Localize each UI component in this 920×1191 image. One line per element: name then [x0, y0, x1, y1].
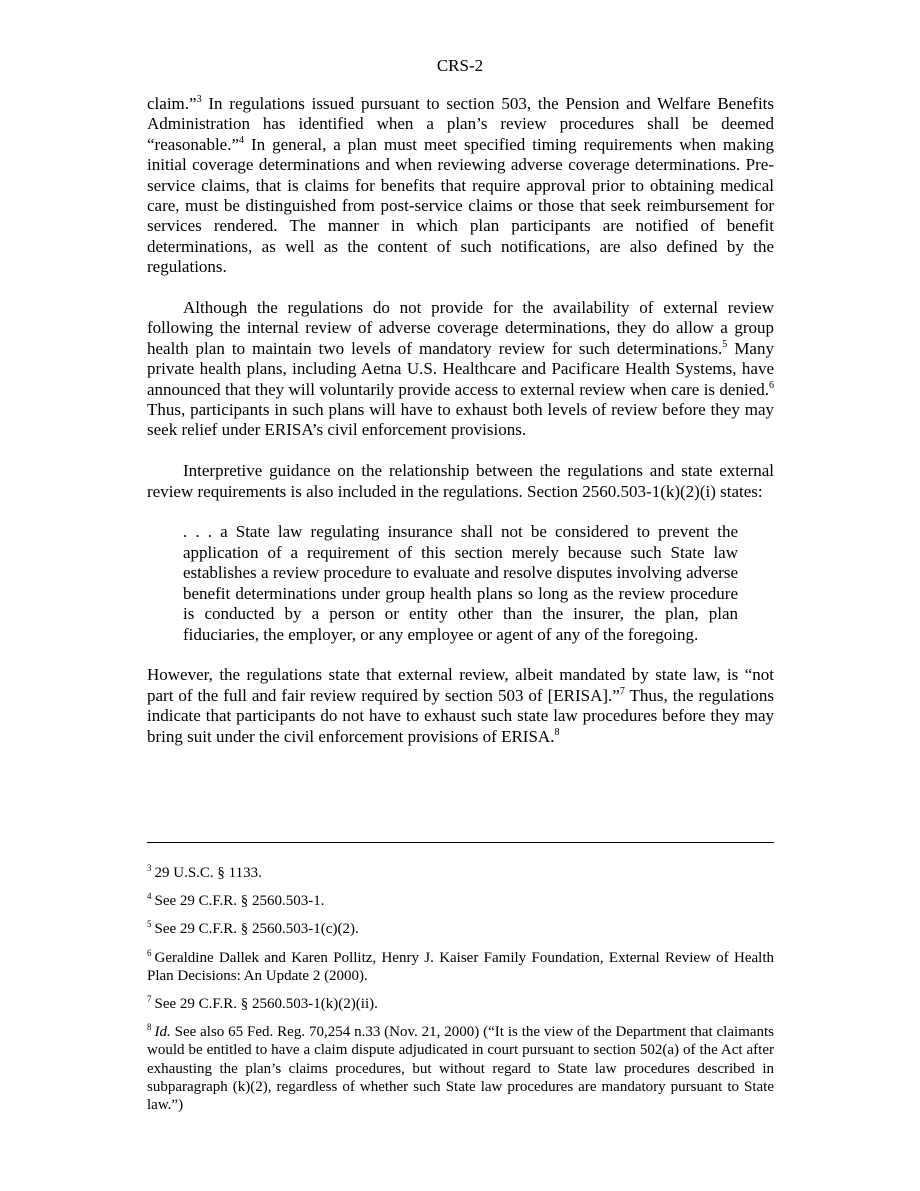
- paragraph-text: claim.”: [147, 94, 197, 113]
- footnote-mark: 4: [147, 891, 152, 902]
- footnote-text: See 29 C.F.R. § 2560.503-1(c)(2).: [154, 921, 359, 938]
- paragraph-gap: [147, 645, 774, 665]
- footnote-mark: 5: [147, 919, 152, 930]
- paragraph-text: In general, a plan must meet specified timing requirements when making initial coverage determinations and when reviewing adverse coverage determinations. Pre-service claims, that is claims for benefits that require approval prior to obtaining medical care, must be distinguished from post-service claims or those that seek reimbursement for services rendered. The manner in which plan participants are notified of benefit determinations, as well as the content of such notifications, are also defined by the regulations.: [147, 134, 774, 277]
- footnote-4: [147, 892, 774, 910]
- footnote-ref-7[interactable]: 7: [619, 685, 625, 697]
- main-body: [147, 94, 774, 747]
- footnotes: [147, 864, 774, 1124]
- footnote-ref-8[interactable]: 8: [554, 726, 560, 738]
- paragraph-3: Interpretive guidance on the relationship between the regulations and state external review requirements is also included in the regulations. Section 2560.503-1(k)(2)(i) states:: [147, 461, 774, 501]
- paragraph-1: [147, 94, 774, 278]
- footnote-text: 29 U.S.C. § 1133.: [154, 865, 262, 881]
- footnote-7: [147, 995, 774, 1013]
- footnote-3: [147, 864, 774, 882]
- paragraph-text: Many private health plans, including Aetna U.S. Healthcare and Pacificare Health Systems, have announced that they will voluntarily provide access to external review when care is denied.: [147, 338, 774, 399]
- paragraph-gap: [147, 441, 774, 461]
- footnote-ref-3[interactable]: 3: [196, 94, 202, 105]
- paragraph-text: However, the regulations state that external review, albeit mandated by state law, is “not part of the full and fair review required by section 503 of [ERISA].”: [147, 665, 774, 705]
- footnote-text: See 29 C.F.R. § 2560.503-1.: [154, 893, 325, 910]
- paragraph-text: In regulations issued pursuant to section 503, the Pension and Welfare Benefits Administration has identified when a plan’s review procedures shall be deemed “reasonable.”: [147, 94, 774, 154]
- paragraph-text: Although the regulations do not provide for the availability of external review following the internal review of adverse coverage determinations, they do allow a group health plan to maintain two levels of mandatory review for such determinations.: [147, 298, 774, 358]
- footnote-ref-6[interactable]: 6: [769, 379, 774, 391]
- paragraph-gap: [147, 278, 774, 298]
- block-quote: . . . a State law regulating insurance shall not be considered to prevent the application of a requirement of this section merely because such State law establishes a review procedure to evaluate and resolve disputes involving adverse benefit determinations under group health plans so long as the review procedure is conducted by a person or entity other than the insurer, the plan, plan fiduciaries, the employer, or any employee or agent of any of the foregoing.: [183, 522, 738, 644]
- footnote-mark: 7: [147, 994, 152, 1005]
- footnote-separator: [147, 842, 774, 843]
- paragraph-text: Thus, participants in such plans will have to exhaust both levels of review before they may seek relief under ERISA’s civil enforcement provisions.: [147, 400, 774, 440]
- paragraph-text: Thus, the regulations indicate that participants do not have to exhaust such state law procedures before they may bring suit under the civil enforcement provisions of ERISA.: [147, 685, 775, 746]
- footnote-text: Geraldine Dallek and Karen Pollitz, Henry J. Kaiser Family Foundation, External Review of Health Plan Decisions: An Update 2 (2000).: [147, 949, 774, 984]
- footnote-text: See 29 C.F.R. § 2560.503-1(k)(2)(ii).: [154, 996, 378, 1013]
- footnote-text: See also 65 Fed. Reg. 70,254 n.33 (Nov. 21, 2000) (“It is the view of the Department that claimants would be entitled to have a claim dispute adjudicated in court pursuant to section 502(a) of the Act after exhausting the plan’s claims procedures, but without regard to State law procedures described in subparagraph (k)(2), regardless of whether such State law procedures are mandatory pursuant to State law.”): [147, 1024, 774, 1114]
- footnote-mark: 6: [147, 947, 152, 958]
- paragraph-gap: [147, 502, 774, 522]
- page-header: CRS-2: [436, 56, 484, 75]
- footnote-8: [147, 1023, 774, 1114]
- paragraph-2: [147, 298, 774, 441]
- footnote-ref-4[interactable]: 4: [239, 134, 245, 146]
- footnote-5: [147, 920, 774, 938]
- footnote-ref-5[interactable]: 5: [722, 338, 728, 350]
- footnote-mark: 3: [147, 863, 152, 873]
- paragraph-4: [147, 665, 774, 747]
- footnote-6: [147, 949, 774, 985]
- footnote-italic-id: Id.: [154, 1024, 171, 1041]
- footnote-mark: 8: [147, 1022, 152, 1033]
